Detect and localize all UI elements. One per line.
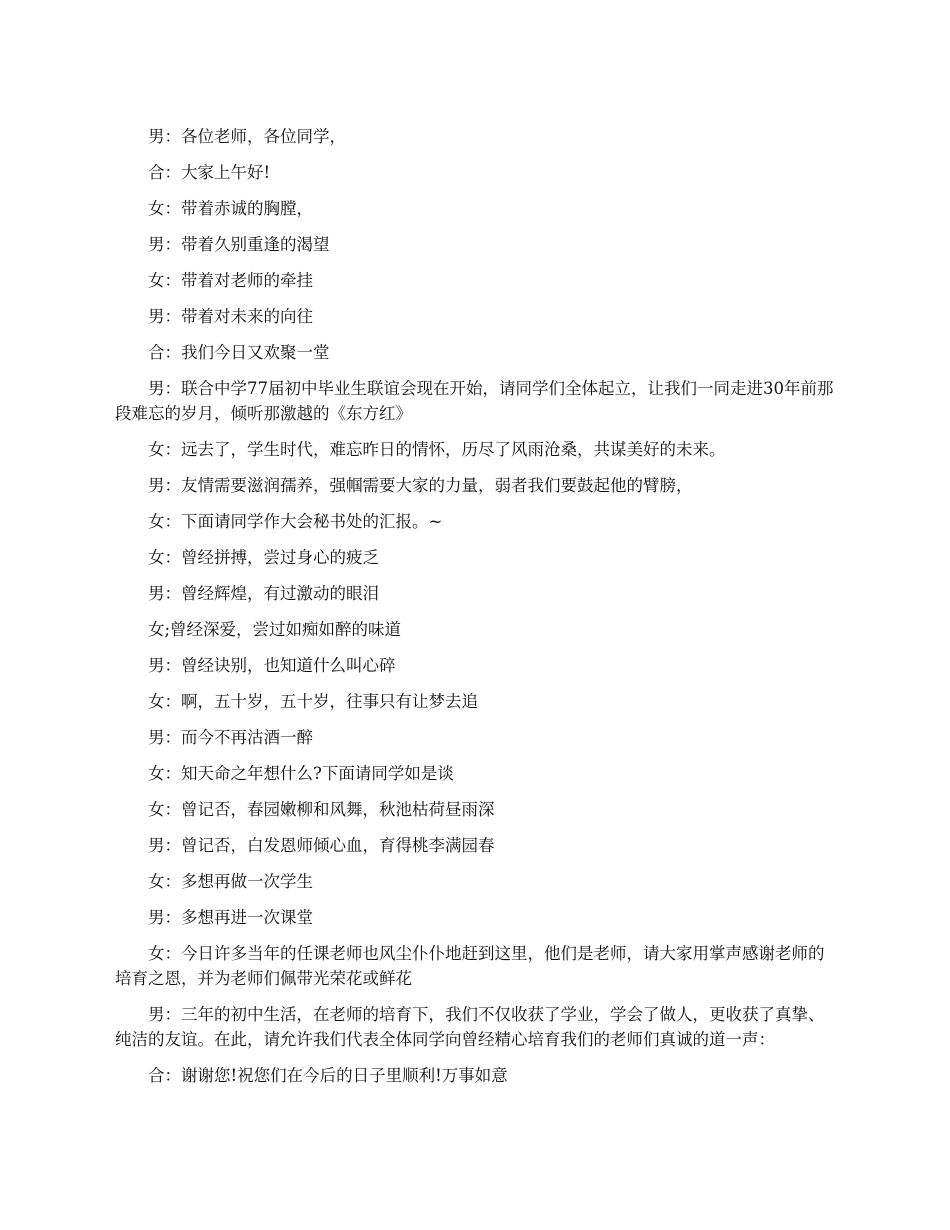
paragraph: 男：三年的初中生活，在老师的培育下，我们不仅收获了学业，学会了做人，更收获了真挚、纯洁的友谊。在此，请允许我们代表全体同学向曾经精心培育我们的老师们真诚的道一声： bbox=[115, 1005, 825, 1049]
paragraph: 女：下面请同学作大会秘书处的汇报。~ bbox=[148, 512, 443, 531]
paragraph: 男：友情需要滋润孺养，强帼需要大家的力量，弱者我们要鼓起他的臂膀， bbox=[148, 476, 693, 495]
paragraph: 男：曾记否，白发恩师倾心血，育得桃李满园春 bbox=[148, 836, 495, 855]
paragraph: 合：大家上午好! bbox=[148, 163, 271, 182]
document-body bbox=[115, 124, 837, 1099]
paragraph: 男：而今不再沽酒一醉 bbox=[148, 728, 313, 747]
paragraph: 男：各位老师，各位同学， bbox=[148, 127, 346, 146]
paragraph: 女：知天命之年想什么?下面请同学如是谈 bbox=[148, 764, 454, 783]
paragraph: 男：带着对未来的向往 bbox=[148, 307, 313, 326]
paragraph: 女：今日许多当年的任课老师也风尘仆仆地赶到这里，他们是老师，请大家用掌声感谢老师的培育之恩，并为老师们佩带光荣花或鲜花 bbox=[115, 944, 825, 988]
paragraph: 女;曾经深爱，尝过如痴如醉的味道 bbox=[148, 620, 402, 639]
paragraph: 女：带着赤诚的胸膛， bbox=[148, 199, 313, 218]
paragraph: 女：曾记否，春园嫩柳和风舞，秋池枯荷昼雨深 bbox=[148, 800, 495, 819]
paragraph: 女：啊，五十岁，五十岁，往事只有让梦去追 bbox=[148, 692, 478, 711]
paragraph: 合：谢谢您!祝您们在今后的日子里顺利!万事如意 bbox=[148, 1066, 508, 1085]
paragraph: 男：联合中学77届初中毕业生联谊会现在开始，请同学们全体起立，让我们一同走进30年前那段难忘的岁月，倾听那激越的《东方红》 bbox=[115, 379, 834, 423]
paragraph: 女：远去了，学生时代，难忘昨日的情怀，历尽了风雨沧桑，共谋美好的未来。 bbox=[148, 440, 726, 459]
paragraph: 合：我们今日又欢聚一堂 bbox=[148, 343, 330, 362]
paragraph: 男：带着久别重逢的渴望 bbox=[148, 235, 330, 254]
paragraph: 男：曾经诀别，也知道什么叫心碎 bbox=[148, 656, 396, 675]
paragraph: 女：曾经拼搏，尝过身心的疲乏 bbox=[148, 548, 379, 567]
paragraph: 男：曾经辉煌，有过激动的眼泪 bbox=[148, 584, 379, 603]
paragraph: 女：带着对老师的牵挂 bbox=[148, 271, 313, 290]
paragraph: 男：多想再进一次课堂 bbox=[148, 908, 313, 927]
paragraph: 女：多想再做一次学生 bbox=[148, 872, 313, 891]
